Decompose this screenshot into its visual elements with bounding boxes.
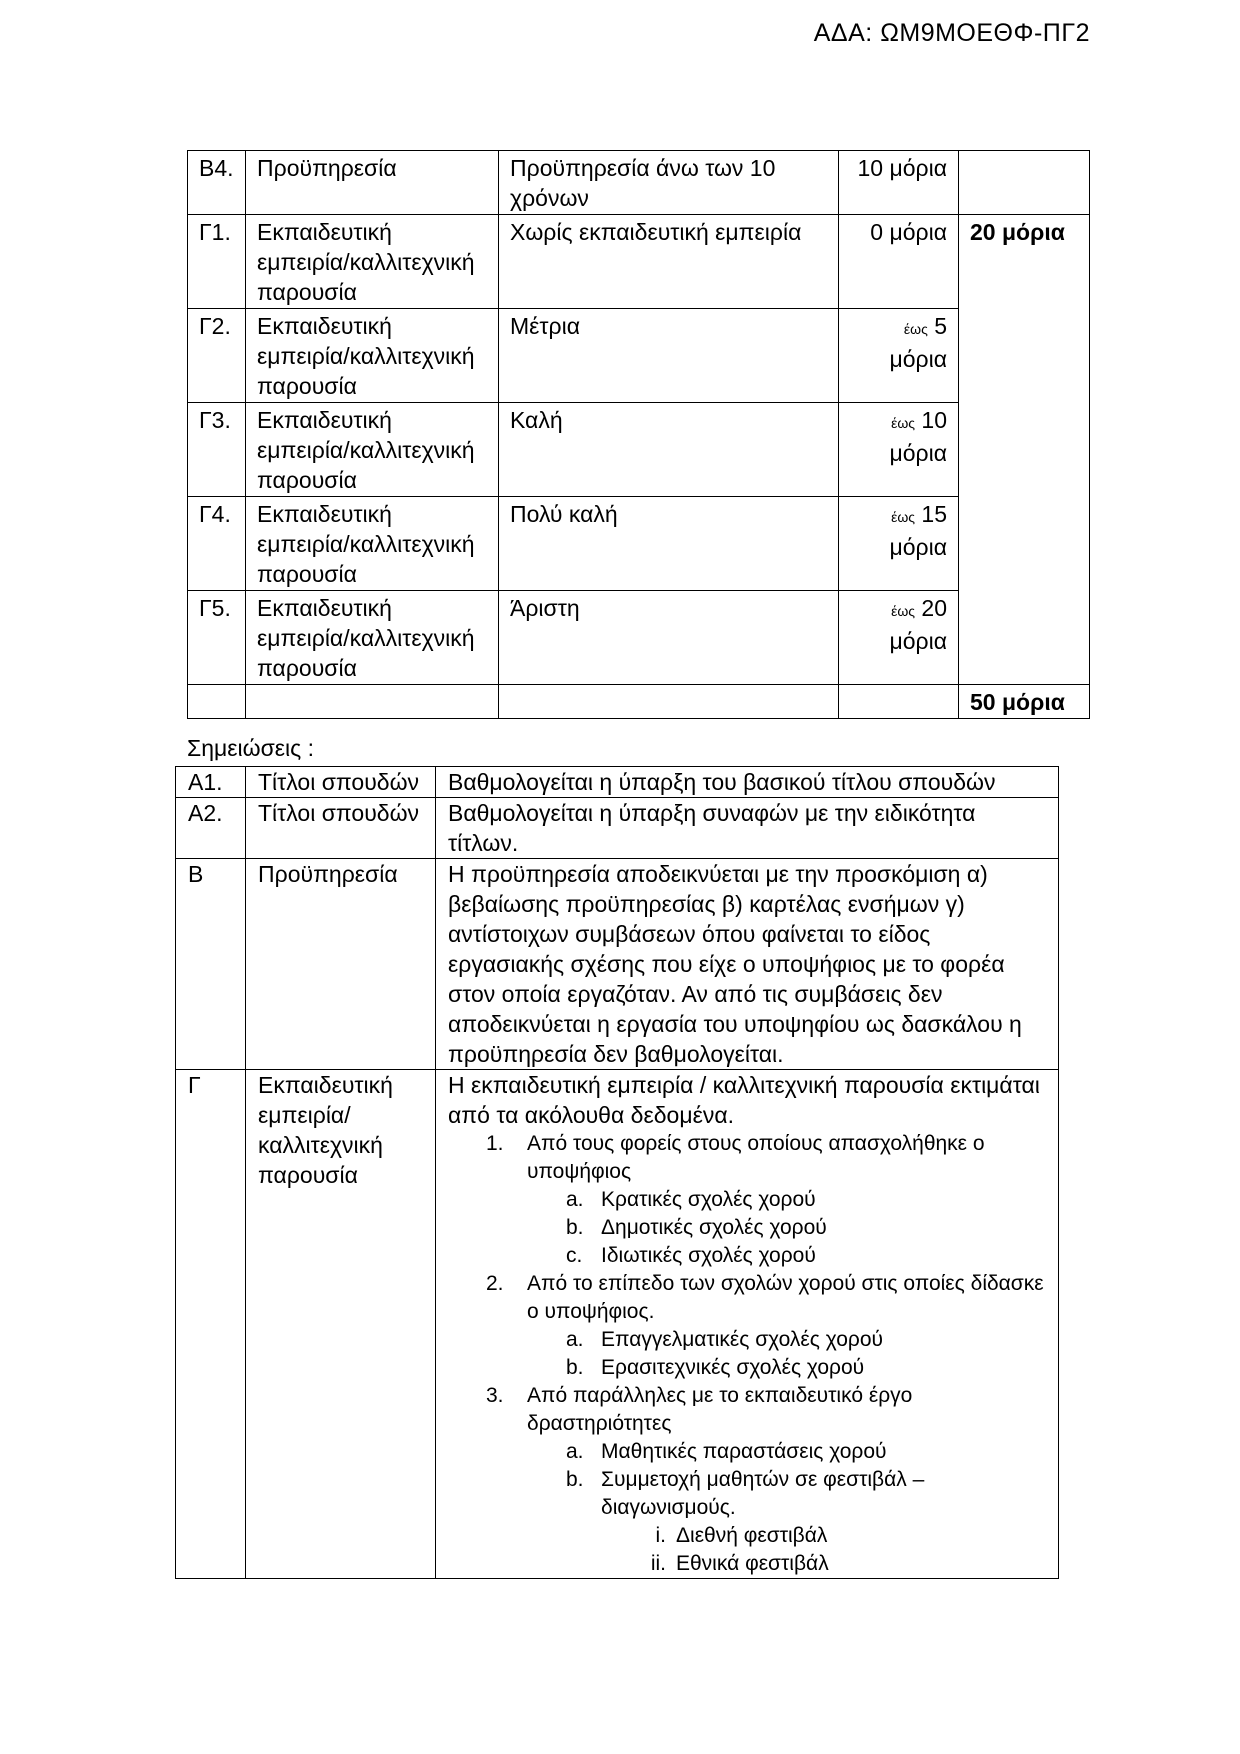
row-code: Γ2. bbox=[188, 309, 246, 403]
row-points bbox=[839, 309, 959, 403]
list-item bbox=[448, 1270, 1050, 1326]
table-row bbox=[188, 151, 1090, 215]
list-marker: b. bbox=[566, 1216, 584, 1239]
table-row bbox=[176, 859, 1059, 1070]
row-level: Πολύ καλή bbox=[499, 497, 839, 591]
row-code: Γ3. bbox=[188, 403, 246, 497]
points-value: 5 μόρια bbox=[889, 313, 947, 372]
empty-cell bbox=[839, 685, 959, 719]
row-code: Γ4. bbox=[188, 497, 246, 591]
list-item bbox=[448, 1522, 1050, 1550]
list-item-text: Από παράλληλες με το εκπαιδευτικό έργο δραστηριότητες bbox=[527, 1384, 913, 1435]
list-marker: ii. bbox=[650, 1552, 666, 1575]
note-text: Η προϋπηρεσία αποδεικνύεται με την προσκόμιση α) βεβαίωσης προϋπηρεσίας β) καρτέλας ενσήμων γ) αντίστοιχων συμβάσεων όπου φαίνεται το είδος εργασιακής σχέσης που είχε ο υποψήφιος με το φορέα στον οποία εργαζόταν. Αν από τις συμβάσεις δεν αποδεικνύεται η εργασία του υποψηφίου ως δασκάλου η προϋπηρεσία δεν βαθμολογείται. bbox=[436, 859, 1059, 1070]
row-level: Προϋπηρεσία άνω των 10 χρόνων bbox=[499, 151, 839, 215]
notes-heading: Σημειώσεις : bbox=[187, 735, 315, 761]
list-item-text: Μαθητικές παραστάσεις χορού bbox=[601, 1440, 887, 1463]
points-prefix: έως bbox=[891, 603, 916, 619]
row-points bbox=[839, 151, 959, 215]
note-code: Α1. bbox=[176, 767, 246, 798]
list-item-text: Ιδιωτικές σχολές χορού bbox=[601, 1244, 816, 1267]
table-row bbox=[176, 798, 1059, 859]
list-item-text: Συμμετοχή μαθητών σε φεστιβάλ – διαγωνισμούς. bbox=[601, 1468, 925, 1519]
note-text: Βαθμολογείται η ύπαρξη συναφών με την ειδικότητα τίτλων. bbox=[436, 798, 1059, 859]
table-row bbox=[188, 403, 1090, 497]
category-total-value: 20 μόρια bbox=[970, 219, 1065, 245]
notes-table bbox=[175, 766, 1059, 1579]
list-item bbox=[448, 1130, 1050, 1186]
note-subject: Τίτλοι σπουδών bbox=[246, 798, 436, 859]
list-item-text: Διεθνή φεστιβάλ bbox=[676, 1524, 828, 1547]
list-marker: i. bbox=[655, 1524, 666, 1547]
points-value: 20 μόρια bbox=[889, 595, 947, 654]
list-item bbox=[448, 1326, 1050, 1354]
list-marker: 2. bbox=[486, 1272, 504, 1295]
list-marker: c. bbox=[566, 1244, 583, 1267]
table-row bbox=[188, 215, 1090, 309]
empty-cell bbox=[246, 685, 499, 719]
row-code: Β4. bbox=[188, 151, 246, 215]
table-row bbox=[176, 1070, 1059, 1579]
grand-total: 50 μόρια bbox=[959, 685, 1090, 719]
points-prefix: έως bbox=[891, 415, 916, 431]
empty-cell bbox=[499, 685, 839, 719]
list-marker: 1. bbox=[486, 1132, 504, 1155]
criteria-list bbox=[448, 1130, 1050, 1578]
scoring-table bbox=[187, 150, 1090, 719]
row-code: Γ5. bbox=[188, 591, 246, 685]
list-item bbox=[448, 1354, 1050, 1382]
note-text bbox=[436, 1070, 1059, 1579]
category-total bbox=[959, 215, 1090, 685]
points-value: 10 μόρια bbox=[857, 155, 947, 181]
points-prefix: έως bbox=[903, 321, 928, 337]
row-criterion: Εκπαιδευτική εμπειρία/καλλιτεχνική παρουσία bbox=[246, 497, 499, 591]
table-row bbox=[188, 591, 1090, 685]
note-code: Β bbox=[176, 859, 246, 1070]
note-code: Γ bbox=[176, 1070, 246, 1579]
list-marker: a. bbox=[566, 1328, 584, 1351]
empty-cell bbox=[188, 685, 246, 719]
row-criterion: Εκπαιδευτική εμπειρία/καλλιτεχνική παρουσία bbox=[246, 215, 499, 309]
list-item-text: Κρατικές σχολές χορού bbox=[601, 1188, 816, 1211]
note-subject: Εκπαιδευτική εμπειρία/ καλλιτεχνική παρουσία bbox=[246, 1070, 436, 1579]
list-marker: b. bbox=[566, 1356, 584, 1379]
table-row bbox=[188, 309, 1090, 403]
row-points bbox=[839, 497, 959, 591]
points-prefix: έως bbox=[891, 509, 916, 525]
row-points bbox=[839, 215, 959, 309]
row-total bbox=[959, 151, 1090, 215]
list-item-text: Ερασιτεχνικές σχολές χορού bbox=[601, 1356, 865, 1379]
list-item bbox=[448, 1550, 1050, 1578]
row-criterion: Προϋπηρεσία bbox=[246, 151, 499, 215]
points-value: 15 μόρια bbox=[889, 501, 947, 560]
list-marker: a. bbox=[566, 1188, 584, 1211]
list-item bbox=[448, 1186, 1050, 1214]
note-text: Βαθμολογείται η ύπαρξη του βασικού τίτλου σπουδών bbox=[436, 767, 1059, 798]
ada-document-id: ΑΔΑ: ΩΜ9ΜΟΕΘΦ-ΠΓ2 bbox=[813, 19, 1090, 47]
list-item-text: Επαγγελματικές σχολές χορού bbox=[601, 1328, 883, 1351]
row-points bbox=[839, 591, 959, 685]
table-row-total bbox=[188, 685, 1090, 719]
list-item-text: Από το επίπεδο των σχολών χορού στις οποίες δίδασκε ο υποψήφιος. bbox=[527, 1272, 1044, 1323]
row-criterion: Εκπαιδευτική εμπειρία/καλλιτεχνική παρουσία bbox=[246, 591, 499, 685]
row-level: Χωρίς εκπαιδευτική εμπειρία bbox=[499, 215, 839, 309]
note-intro: Η εκπαιδευτική εμπειρία / καλλιτεχνική παρουσία εκτιμάται από τα ακόλουθα δεδομένα. bbox=[448, 1072, 1040, 1128]
table-row bbox=[176, 767, 1059, 798]
list-item bbox=[448, 1214, 1050, 1242]
list-item-text: Εθνικά φεστιβάλ bbox=[676, 1552, 829, 1575]
row-code: Γ1. bbox=[188, 215, 246, 309]
table-row bbox=[188, 497, 1090, 591]
points-value: 10 μόρια bbox=[889, 407, 947, 466]
row-criterion: Εκπαιδευτική εμπειρία/καλλιτεχνική παρουσία bbox=[246, 309, 499, 403]
row-criterion: Εκπαιδευτική εμπειρία/καλλιτεχνική παρουσία bbox=[246, 403, 499, 497]
note-subject: Τίτλοι σπουδών bbox=[246, 767, 436, 798]
list-item-text: Από τους φορείς στους οποίους απασχολήθηκε ο υποψήφιος bbox=[527, 1132, 985, 1183]
row-level: Άριστη bbox=[499, 591, 839, 685]
list-marker: 3. bbox=[486, 1384, 504, 1407]
row-level: Μέτρια bbox=[499, 309, 839, 403]
list-marker: b. bbox=[566, 1468, 584, 1491]
points-value: 0 μόρια bbox=[870, 219, 947, 245]
list-marker: a. bbox=[566, 1440, 584, 1463]
list-item-text: Δημοτικές σχολές χορού bbox=[601, 1216, 827, 1239]
list-item bbox=[448, 1466, 1050, 1522]
note-subject: Προϋπηρεσία bbox=[246, 859, 436, 1070]
list-item bbox=[448, 1242, 1050, 1270]
list-item bbox=[448, 1438, 1050, 1466]
list-item bbox=[448, 1382, 1050, 1438]
row-points bbox=[839, 403, 959, 497]
note-code: Α2. bbox=[176, 798, 246, 859]
row-level: Καλή bbox=[499, 403, 839, 497]
